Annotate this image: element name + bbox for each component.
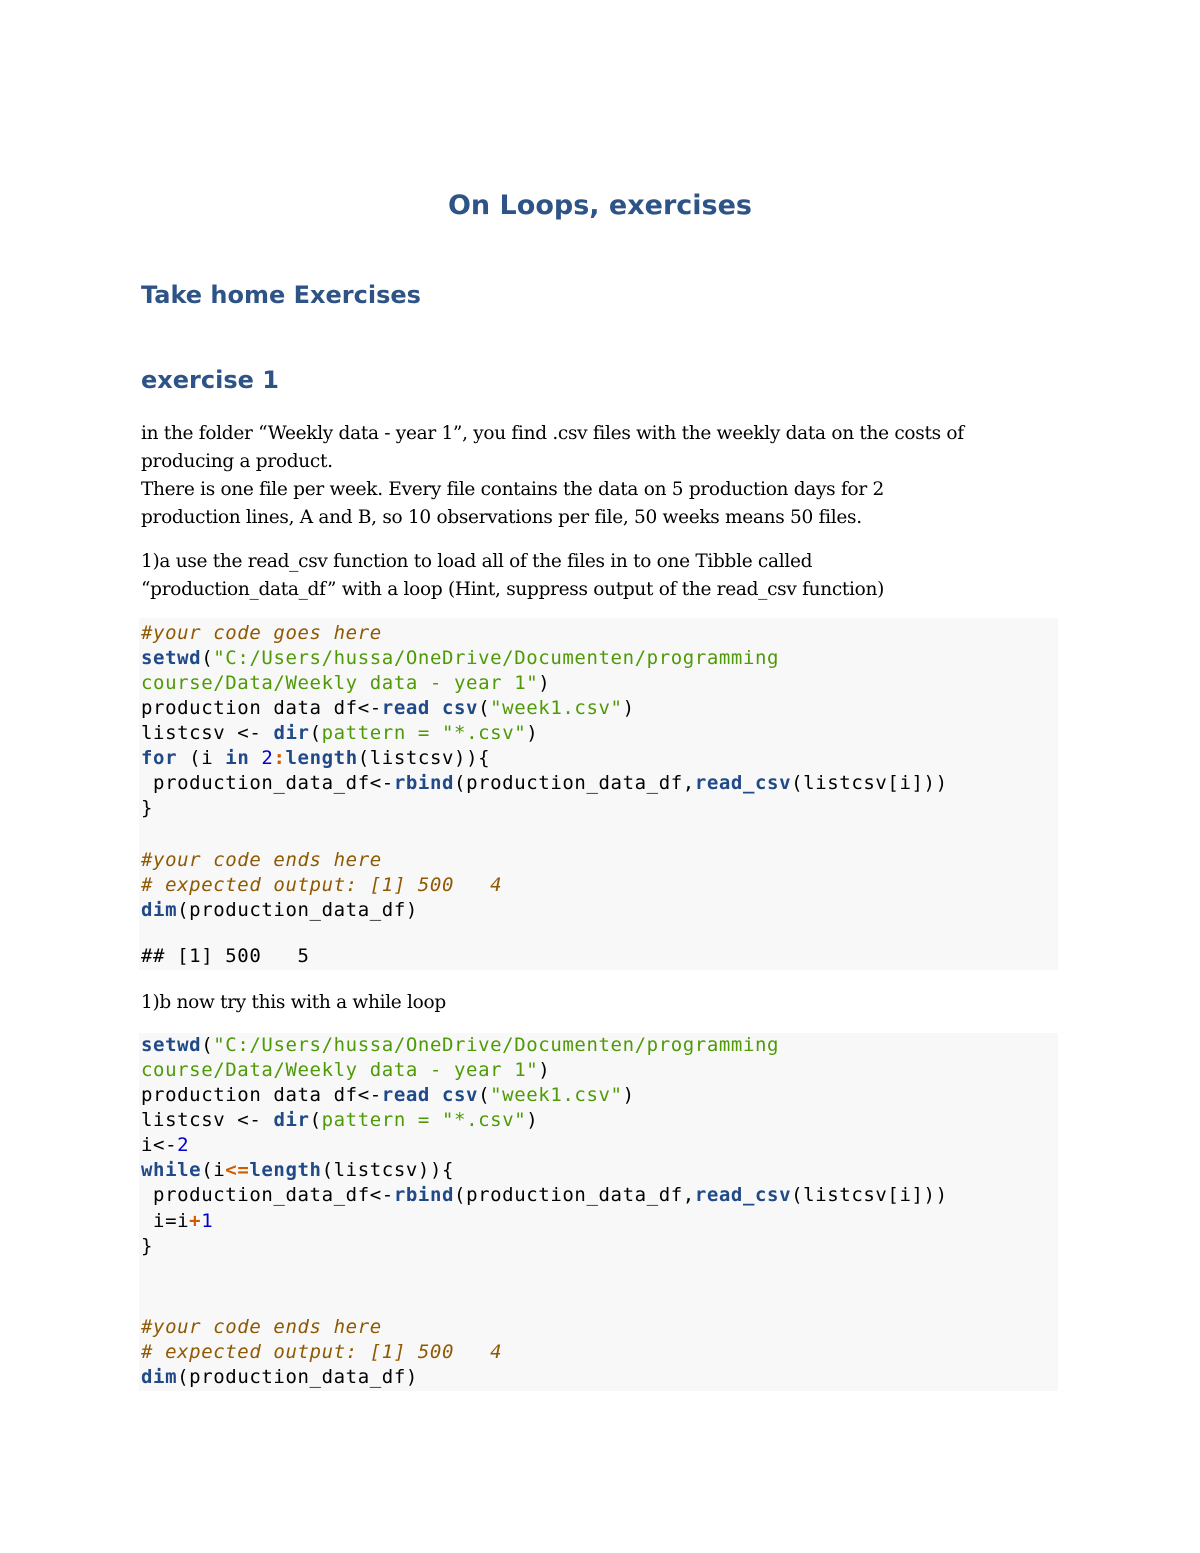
code-token: rbind <box>393 1184 455 1206</box>
code-token: (listcsv[i])) <box>791 1184 948 1206</box>
code-block-while-loop <box>139 1033 1058 1391</box>
intro-paragraph <box>141 420 1061 532</box>
document-title: On Loops, exercises <box>447 190 752 221</box>
code-token: } <box>141 797 154 819</box>
code-line <box>141 1158 454 1183</box>
code-token: ( <box>201 647 214 669</box>
task-a-line: “production_data_df” with a loop (Hint, suppress output of the read_csv function) <box>141 579 885 600</box>
code-line <box>141 898 418 923</box>
code-line <box>141 646 779 671</box>
code-line <box>141 1340 502 1365</box>
intro-line: There is one file per week. Every file contains the data on 5 production days for 2 <box>141 479 884 500</box>
code-token: ( <box>309 1109 322 1131</box>
code-token: production data df<- <box>141 697 382 719</box>
code-token: ( <box>478 697 491 719</box>
code-line <box>141 944 310 969</box>
code-token: in <box>225 747 250 769</box>
code-token: course/Data/Weekly data - year 1" <box>141 672 539 694</box>
code-token: #your code goes here <box>141 622 382 644</box>
code-token: ) <box>538 1059 551 1081</box>
code-token: (production_data_df) <box>177 1366 418 1388</box>
code-token: pattern = <box>321 722 442 744</box>
code-token: "C:/Users/hussa/OneDrive/Documenten/programming <box>213 647 780 669</box>
code-token: <= <box>225 1159 250 1181</box>
code-token: for <box>141 747 178 769</box>
exercise-heading: exercise 1 <box>141 366 279 394</box>
intro-line: in the folder “Weekly data - year 1”, you find .csv files with the weekly data on the costs of <box>141 423 964 444</box>
code-token: "week1.csv" <box>490 697 623 719</box>
code-token: dir <box>273 1109 310 1131</box>
intro-line: producing a product. <box>141 451 333 472</box>
code-block-for-loop <box>139 618 1058 970</box>
task-a-paragraph <box>141 548 1061 604</box>
code-token: dir <box>273 722 310 744</box>
code-token: #your code ends here <box>141 1316 382 1338</box>
code-token: (production_data_df, <box>454 1184 695 1206</box>
code-token: ( <box>309 722 322 744</box>
code-token: 1 <box>201 1210 214 1232</box>
code-token: rbind <box>393 772 455 794</box>
code-line <box>141 1108 538 1133</box>
code-token: 2 <box>177 1134 190 1156</box>
code-line <box>141 1365 418 1390</box>
code-token: #your code ends here <box>141 849 382 871</box>
code-token: "week1.csv" <box>490 1084 623 1106</box>
code-token: : <box>273 747 286 769</box>
code-token: i=i <box>141 1210 190 1232</box>
code-line <box>141 1315 382 1340</box>
intro-line: production lines, A and B, so 10 observations per file, 50 weeks means 50 files. <box>141 507 862 528</box>
code-token <box>249 747 261 769</box>
code-line <box>141 1133 189 1158</box>
code-token: while <box>141 1159 202 1181</box>
code-token: setwd <box>141 1034 202 1056</box>
code-token: course/Data/Weekly data - year 1" <box>141 1059 539 1081</box>
code-token: (listcsv)){ <box>357 747 491 769</box>
code-token: ) <box>526 1109 539 1131</box>
code-token: (production_data_df) <box>177 899 418 921</box>
code-token: read_csv <box>694 772 792 794</box>
task-b-paragraph <box>141 989 1061 1017</box>
code-token: ( <box>478 1084 491 1106</box>
code-line <box>141 1058 550 1083</box>
code-token: ) <box>622 697 635 719</box>
code-token: listcsv <- <box>141 1109 274 1131</box>
section-heading: Take home Exercises <box>141 281 421 309</box>
code-token: read csv <box>381 1084 479 1106</box>
code-line <box>141 1209 213 1234</box>
code-token: i<- <box>141 1134 178 1156</box>
code-token: (listcsv)){ <box>321 1159 455 1181</box>
code-line <box>141 771 948 796</box>
task-a-line: 1)a use the read_csv function to load all of the files in to one Tibble called <box>141 551 813 572</box>
code-token: (production_data_df, <box>454 772 695 794</box>
code-token: listcsv <- <box>141 722 274 744</box>
task-b-line: 1)b now try this with a while loop <box>141 992 446 1013</box>
code-line <box>141 746 490 771</box>
code-line <box>141 621 382 646</box>
code-line <box>141 848 382 873</box>
code-line <box>141 1183 948 1208</box>
code-token: ) <box>526 722 539 744</box>
code-token: 2 <box>261 747 274 769</box>
code-line <box>141 696 635 721</box>
code-token: ( <box>201 1034 214 1056</box>
code-token: production_data_df<- <box>141 1184 394 1206</box>
code-line <box>141 1033 779 1058</box>
code-token: length <box>249 1159 322 1181</box>
code-line <box>141 721 538 746</box>
code-token: ) <box>622 1084 635 1106</box>
code-token: read_csv <box>694 1184 792 1206</box>
code-token: (listcsv[i])) <box>791 772 948 794</box>
code-token: ) <box>538 672 551 694</box>
code-token: "C:/Users/hussa/OneDrive/Documenten/programming <box>213 1034 780 1056</box>
code-token: pattern = <box>321 1109 442 1131</box>
code-token: (i <box>201 1159 226 1181</box>
code-token: dim <box>141 1366 178 1388</box>
code-token: read csv <box>381 697 479 719</box>
code-token: "*.csv" <box>442 722 527 744</box>
code-token: # expected output: [1] 500 4 <box>141 874 503 896</box>
code-token: + <box>189 1210 202 1232</box>
code-line <box>141 671 550 696</box>
code-token: setwd <box>141 647 202 669</box>
code-line <box>141 796 153 821</box>
code-token: production data df<- <box>141 1084 382 1106</box>
code-token: ## [1] 500 5 <box>141 945 310 967</box>
code-line <box>141 873 502 898</box>
code-token: "*.csv" <box>442 1109 527 1131</box>
code-token: length <box>285 747 358 769</box>
code-token: } <box>141 1235 154 1257</box>
code-token: (i <box>177 747 226 769</box>
code-token: dim <box>141 899 178 921</box>
code-line <box>141 1234 153 1259</box>
code-token: # expected output: [1] 500 4 <box>141 1341 503 1363</box>
code-token: production_data_df<- <box>141 772 394 794</box>
code-line <box>141 1083 635 1108</box>
